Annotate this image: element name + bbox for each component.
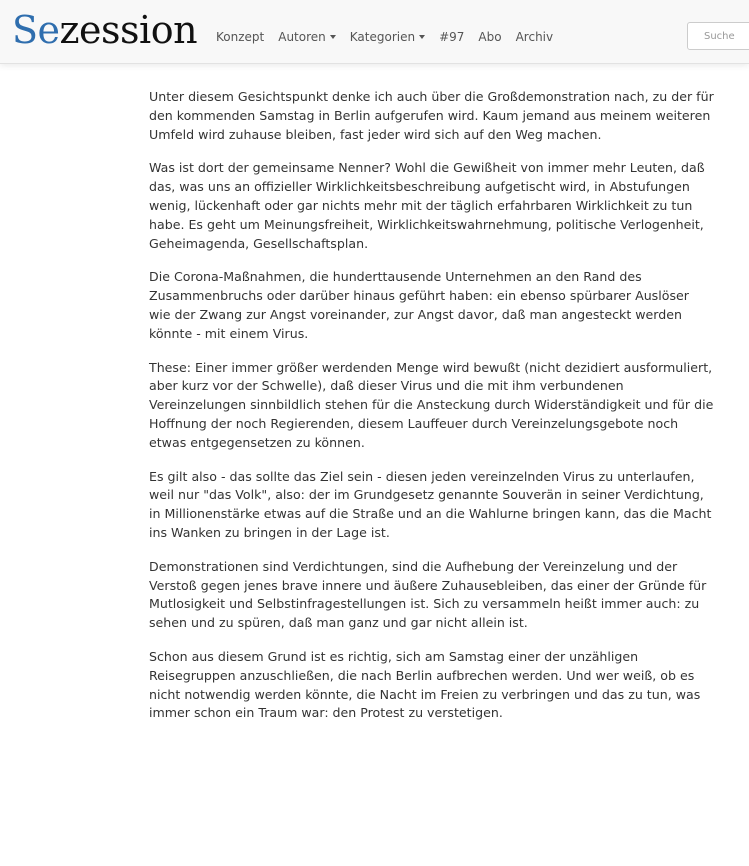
article-paragraph: Die Corona-Maßnahmen, die hunderttausende Unternehmen an den Rand des Zusammenbruchs oder darüber hinaus geführt haben: ein ebenso spürbarer Auslöser wie der Zwang zur Angst voreinander, zur Angst davor, daß man angesteckt werden könnte - mit einem Virus. [149,269,689,341]
nav-abo-label: Abo [478,30,502,44]
article-paragraph: Unter diesem Gesichtspunkt denke ich auch über die Großdemonstration nach, zu der für den kommenden Samstag in Berlin aufgerufen wird. Kaum jemand aus meinem weiteren Umfeld wird zuhause bleiben, fast jeder wird sich auf den Weg machen. [149,89,714,142]
article-paragraph: Es gilt also - das sollte das Ziel sein - diesen jeden vereinzelnden Virus zu unterlaufen, weil nur "das Volk", also: der im Grundgesetz genannte Souverän in seiner Verdichtung, in Millionenstärke etwas auf die Straße und an die Wahlurne bringen kann, das die Macht ins Wanken zu bringen in der Lage ist. [149,468,712,540]
logo-rest: zession [59,8,198,52]
top-navbar [0,0,749,64]
nav-autoren-label: Autoren [278,30,326,44]
nav-issue-label: #97 [439,30,465,44]
caret-down-icon [330,35,336,39]
nav-konzept[interactable] [216,30,264,44]
nav-issue-97[interactable] [439,30,464,44]
logo-accent: Se [12,8,60,52]
nav-autoren-dropdown[interactable] [278,30,336,44]
article-paragraph: Was ist dort der gemeinsame Nenner? Wohl die Gewißheit von immer mehr Leuten, daß das, was uns an offizieller Wirklichkeitsbeschreibung aufgetischt wird, in Abstufungen wenig, lückenhaft oder gar nichts mehr mit der täglich erfahrbaren Wirklichkeit zu tun habe. Es geht um Meinungsfreiheit, Wirklichkeitswahrnehmung, politische Verlogenheit, Geheimagenda, Gesellschaftsplan. [149,160,705,251]
article-paragraph: Demonstrationen sind Verdichtungen, sind die Aufhebung der Vereinzelung und der Verstoß gegen jenes brave innere und äußere Zuhausebleiben, das einer der Gründe für Mutlosigkeit und Selbstinfragestellungen ist. Sich zu versammeln heißt immer auch: zu sehen und zu spüren, daß man ganz und gar nicht allein ist. [149,558,707,631]
article-paragraph: Schon aus diesem Grund ist es richtig, sich am Samstag einer der unzähligen Reisegruppen anzuschließen, die nach Berlin aufbrechen werden. Und wer weiß, ob es nicht notwendig werden könnte, die Nacht im Freien zu verbringen und das zu tun, was immer schon ein Traum war: den Protest zu verstetigen. [149,648,701,721]
article-paragraph: These: Einer immer größer werdenden Menge wird bewußt (nicht dezidiert ausformuliert, aber kurz vor der Schwelle), daß dieser Virus und die mit ihm verbundenen Vereinzelungen sinnbildlich stehen für die Ansteckung durch Widerständigkeit und für die Hoffnung der noch Regierenden, diesem Lauffeuer durch Vereinzelungsgebote noch etwas entgegensetzen zu können. [149,359,714,450]
caret-down-icon [419,35,425,39]
search-input[interactable] [687,22,749,50]
nav-kategorien-label: Kategorien [349,30,416,44]
nav-kategorien-dropdown[interactable] [350,30,425,44]
article-body [149,88,714,738]
main-nav [216,30,567,44]
nav-abo[interactable] [478,30,501,44]
nav-konzept-label: Konzept [216,30,265,44]
site-logo[interactable] [12,9,197,51]
nav-archiv[interactable] [516,30,554,44]
nav-archiv-label: Archiv [515,30,554,44]
